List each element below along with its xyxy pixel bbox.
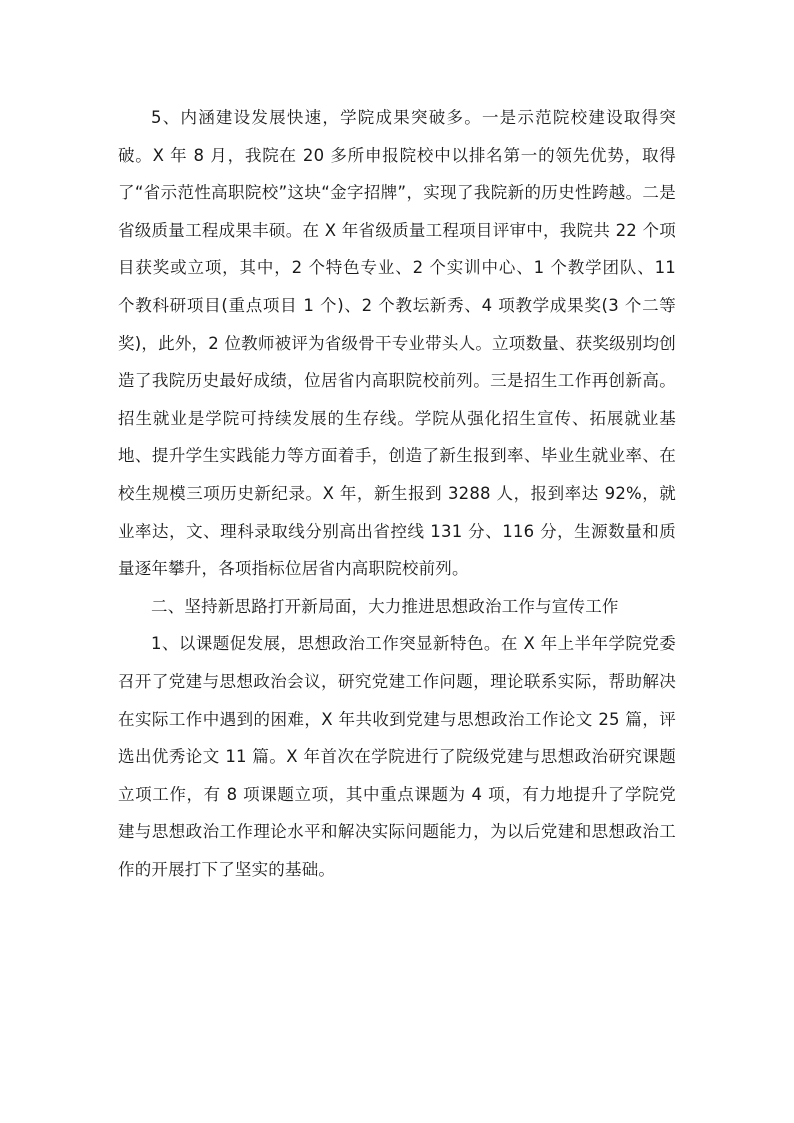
paragraph-achievements: 5、内涵建设发展快速，学院成果突破多。一是示范院校建设取得突破。X 年 8 月，我院在 20 多所申报院校中以排名第一的领先优势，取得了“省示范性高职院校”这块“金字招牌”，实现了我院新的历史性跨越。二是省级质量工程成果丰硕。在 X 年省级质量工程项目评审中，我院共 22 个项目获奖或立项，其中，2 个特色专业、2 个实训中心、1 个教学团队、11 个教科研项目(重点项目 1 个)、2 个教坛新秀、4 项教学成果奖(3 个二等奖)，此外，2 位教师被评为省级骨干专业带头人。立项数量、获奖级别均创造了我院历史最好成绩，位居省内高职院校前列。三是招生工作再创新高。招生就业是学院可持续发展的生存线。学院从强化招生宣传、拓展就业基地、提升学生实践能力等方面着手，创造了新生报到率、毕业生就业率、在校生规模三项历史新纪录。X 年，新生报到 3288 人，报到率达 92%，就业率达，文、理科录取线分别高出省控线 131 分、116 分，生源数量和质量逐年攀升，各项指标位居省内高职院校前列。 <box>118 108 676 579</box>
document-page <box>118 99 676 888</box>
paragraph-political-work: 1、以课题促发展，思想政治工作突显新特色。在 X 年上半年学院党委召开了党建与思想政治会议，研究党建工作问题，理论联系实际，帮助解决在实际工作中遇到的困难，X 年共收到党建与思想政治工作论文 25 篇，评选出优秀论文 11 篇。X 年首次在学院进行了院级党建与思想政治研究课题立项工作，有 8 项课题立项，其中重点课题为 4 项，有力地提升了学院党建与思想政治工作理论水平和解决实际问题能力，为以后党建和思想政治工作的开展打下了坚实的基础。 <box>118 634 676 879</box>
section-heading: 二、坚持新思路打开新局面，大力推进思想政治工作与宣传工作 <box>151 596 619 616</box>
